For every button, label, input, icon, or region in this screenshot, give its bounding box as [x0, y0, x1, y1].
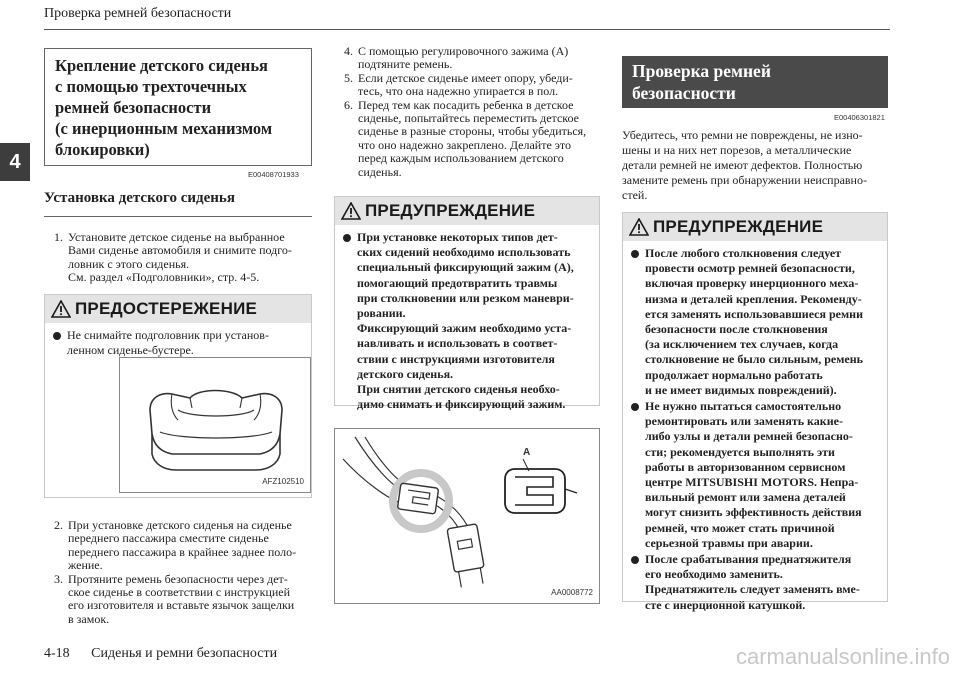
warning-text: и не имеет видимых повреждений).: [645, 382, 837, 397]
step-text: сиденье, попытайтесь переместить детское: [358, 111, 579, 126]
bullet-dot: [53, 332, 61, 340]
paragraph-line: замените ремень при обнаружении неисправно-: [622, 173, 867, 187]
step-item: [344, 72, 606, 99]
figure-code: AA0008772: [551, 588, 593, 597]
bullet-dot: [631, 250, 639, 258]
warning-text: работы в авторизованном сервисном: [645, 459, 846, 474]
step-number: 6.: [344, 97, 353, 112]
warning-bullet: [343, 230, 593, 412]
caution-text: ленном сиденье-бустере.: [67, 343, 194, 358]
warning-text: димо снимать и фиксирующий зажим.: [357, 397, 566, 412]
warning-text: ремонтировать или заменять какие-: [645, 414, 843, 429]
steps-middle: [344, 45, 606, 179]
warning-text: При снятии детского сиденья необхо-: [357, 382, 560, 397]
warning-text: провести осмотр ремней безопасности,: [645, 261, 855, 276]
warning-text: вильный ремонт или замена деталей: [645, 490, 846, 505]
warning-text: детского сиденья.: [357, 366, 454, 381]
warning-text: включая проверку инерционного меха-: [645, 276, 859, 291]
warning-text: ровании.: [357, 306, 406, 321]
bullet-dot: [343, 234, 351, 242]
warning-text: (за исключением тех случаев, когда: [645, 337, 839, 352]
section-title-line: (с инерционным механизмом: [55, 119, 273, 138]
paragraph-line: шены и на них нет порезов, а металлические: [622, 143, 852, 157]
warning-text: ствии с инструкциями изготовителя: [357, 351, 555, 366]
warning-header: [623, 213, 887, 241]
chapter-tab: 4: [0, 143, 30, 181]
warning-text: сти; рекомендуется выполнять эти: [645, 444, 835, 459]
caution-title: ПРЕДОСТЕРЕЖЕНИЕ: [75, 299, 258, 318]
right-section-title: [622, 56, 888, 108]
warning-text: сте с инерционной катушкой.: [645, 597, 806, 612]
running-header: Проверка ремней безопасности: [44, 6, 232, 21]
step-number: 3.: [54, 571, 63, 586]
caution-box: [44, 294, 312, 498]
right-title-line: Проверка ремней: [632, 61, 771, 81]
step-item: [54, 573, 314, 627]
caution-header: [45, 295, 311, 323]
warning-box-right: [622, 212, 888, 612]
warning-text: могут снизить эффективность действия: [645, 505, 862, 520]
warning-text: помогающий предотвратить травмы: [357, 275, 558, 290]
step-item: [54, 231, 314, 285]
caution-text: Не снимайте подголовник при установ-: [67, 328, 269, 342]
warning-text: Фиксирующий зажим необходимо уста-: [357, 321, 572, 336]
step-text: переднего пассажира в крайнее заднее поло-: [68, 544, 297, 559]
step-text: Вами сиденье автомобиля и снимите подго-: [68, 243, 292, 258]
step-text: При установке детского сиденья на сиденье: [68, 518, 292, 532]
step-text: его изготовителя и вставьте язычок защелки: [68, 598, 295, 613]
step-text: ловник с этого сиденья.: [68, 256, 190, 271]
footer-section: Сиденья и ремни безопасности: [91, 646, 278, 661]
step-item: [344, 99, 606, 179]
step-number: 2.: [54, 518, 63, 532]
clip-label: A: [523, 447, 531, 458]
intro-paragraph: [622, 128, 867, 203]
step-text: жение.: [68, 558, 103, 573]
steps-bottom: [54, 519, 314, 626]
warning-triangle-icon: [51, 300, 71, 318]
section-title-line: ремней безопасности: [55, 98, 212, 117]
warning-text: ских сидений необходимо использовать: [357, 245, 571, 260]
warning-bullet: [631, 246, 881, 398]
section-code: E00408701933: [248, 170, 299, 179]
page-number: 4-18: [44, 646, 70, 661]
step-text: переднего пассажира сместите сиденье: [68, 531, 269, 546]
step-text: в замок.: [68, 611, 110, 626]
step-text: тесь, что она надежно упирается в пол.: [358, 84, 559, 99]
warning-text: безопасности после столкновения: [645, 322, 828, 337]
paragraph-line: детали ремней не имеют дефектов. Полностью: [622, 158, 863, 172]
subheading-rule: [44, 216, 312, 217]
section-title-box: [44, 48, 312, 166]
warning-triangle-icon: [341, 202, 361, 220]
step-text: См. раздел «Подголовники», стр. 4-5.: [68, 270, 260, 285]
warning-text: навливать и использовать в соответ-: [357, 336, 558, 351]
warning-text: ремней, что может стать причиной: [645, 520, 835, 535]
step-text: Установите детское сиденье на выбранное: [68, 230, 285, 244]
step-text: сиденье в разные стороны, чтобы убедиться,: [358, 124, 587, 139]
warning-text: при столкновении или резком маневри-: [357, 290, 574, 305]
figure-code: AFZ102510: [262, 477, 304, 486]
step-text: сиденья.: [358, 164, 402, 179]
warning-bullet: [631, 552, 881, 613]
step-number: 1.: [54, 230, 63, 244]
step-item: [344, 45, 606, 72]
step-text: подтяните ремень.: [358, 57, 453, 72]
warning-text: его необходимо заменить.: [645, 567, 783, 582]
page-footer: [44, 646, 277, 662]
warning-text: ется заменять использовавшиеся ремни: [645, 306, 863, 321]
locking-clip-figure: [334, 428, 600, 604]
section-title-line: Крепление детского сиденья: [55, 56, 268, 75]
caution-bullet: [53, 328, 305, 358]
warning-text: либо узлы и детали ремней безопасно-: [645, 429, 853, 444]
step-text: ское сиденье в соответствии с инструкцией: [68, 585, 291, 600]
section-title-line: с помощью трехточечных: [55, 77, 247, 96]
bullet-dot: [631, 556, 639, 564]
step-text: что оно надежно закреплено. Делайте это: [358, 137, 572, 152]
booster-seat-illustration: [120, 358, 310, 492]
step-text: С помощью регулировочного зажима (А): [358, 44, 569, 58]
step-text: Если детское сиденье имеет опору, убеди-: [358, 70, 573, 85]
warning-text: При установке некоторых типов дет-: [357, 230, 558, 244]
booster-seat-figure: [119, 357, 311, 493]
paragraph-line: стей.: [622, 188, 648, 202]
paragraph-line: Убедитесь, что ремни не повреждены, не изно-: [622, 128, 863, 142]
warning-text: После срабатывания преднатяжителя: [645, 552, 852, 567]
section-code: E00406301821: [834, 113, 885, 122]
warning-text: серьезной травмы при аварии.: [645, 535, 813, 550]
section-title-line: блокировки): [55, 140, 150, 159]
warning-text: Не нужно пытаться самостоятельно: [645, 399, 842, 414]
right-title-line: безопасности: [632, 83, 736, 103]
warning-text: Преднатяжитель следует заменять вме-: [645, 582, 860, 597]
warning-title: ПРЕДУПРЕЖДЕНИЕ: [365, 201, 536, 220]
warning-title: ПРЕДУПРЕЖДЕНИЕ: [653, 217, 824, 236]
warning-text: столкновение не было сильным, ремень: [645, 352, 864, 367]
bullet-dot: [631, 403, 639, 411]
step-item: [54, 519, 314, 573]
step-number: 4.: [344, 44, 353, 58]
warning-text: После любого столкновения следует: [645, 246, 842, 260]
locking-clip-illustration: [335, 429, 599, 603]
step-text: Перед тем как посадить ребенка в детское: [358, 97, 574, 112]
header-rule: [44, 29, 890, 30]
subheading: Установка детского сиденья: [44, 190, 235, 206]
warning-text: центре MITSUBISHI MOTORS. Непра-: [645, 475, 859, 490]
step-number: 5.: [344, 70, 353, 85]
step-text: перед каждым использованием детского: [358, 151, 564, 166]
warning-triangle-icon: [629, 218, 649, 236]
warning-text: низма и деталей крепления. Рекоменду-: [645, 291, 862, 306]
warning-header: [335, 197, 599, 225]
warning-text: специальный фиксирующий зажим (А),: [357, 260, 574, 275]
warning-bullet: [631, 399, 881, 551]
warning-box-middle: [334, 196, 600, 412]
watermark: carmanualsonline.info: [735, 644, 950, 669]
warning-text: продолжает нормально работать: [645, 367, 823, 382]
step-text: Протяните ремень безопасности через дет-: [68, 571, 288, 586]
steps-top: [54, 231, 314, 285]
